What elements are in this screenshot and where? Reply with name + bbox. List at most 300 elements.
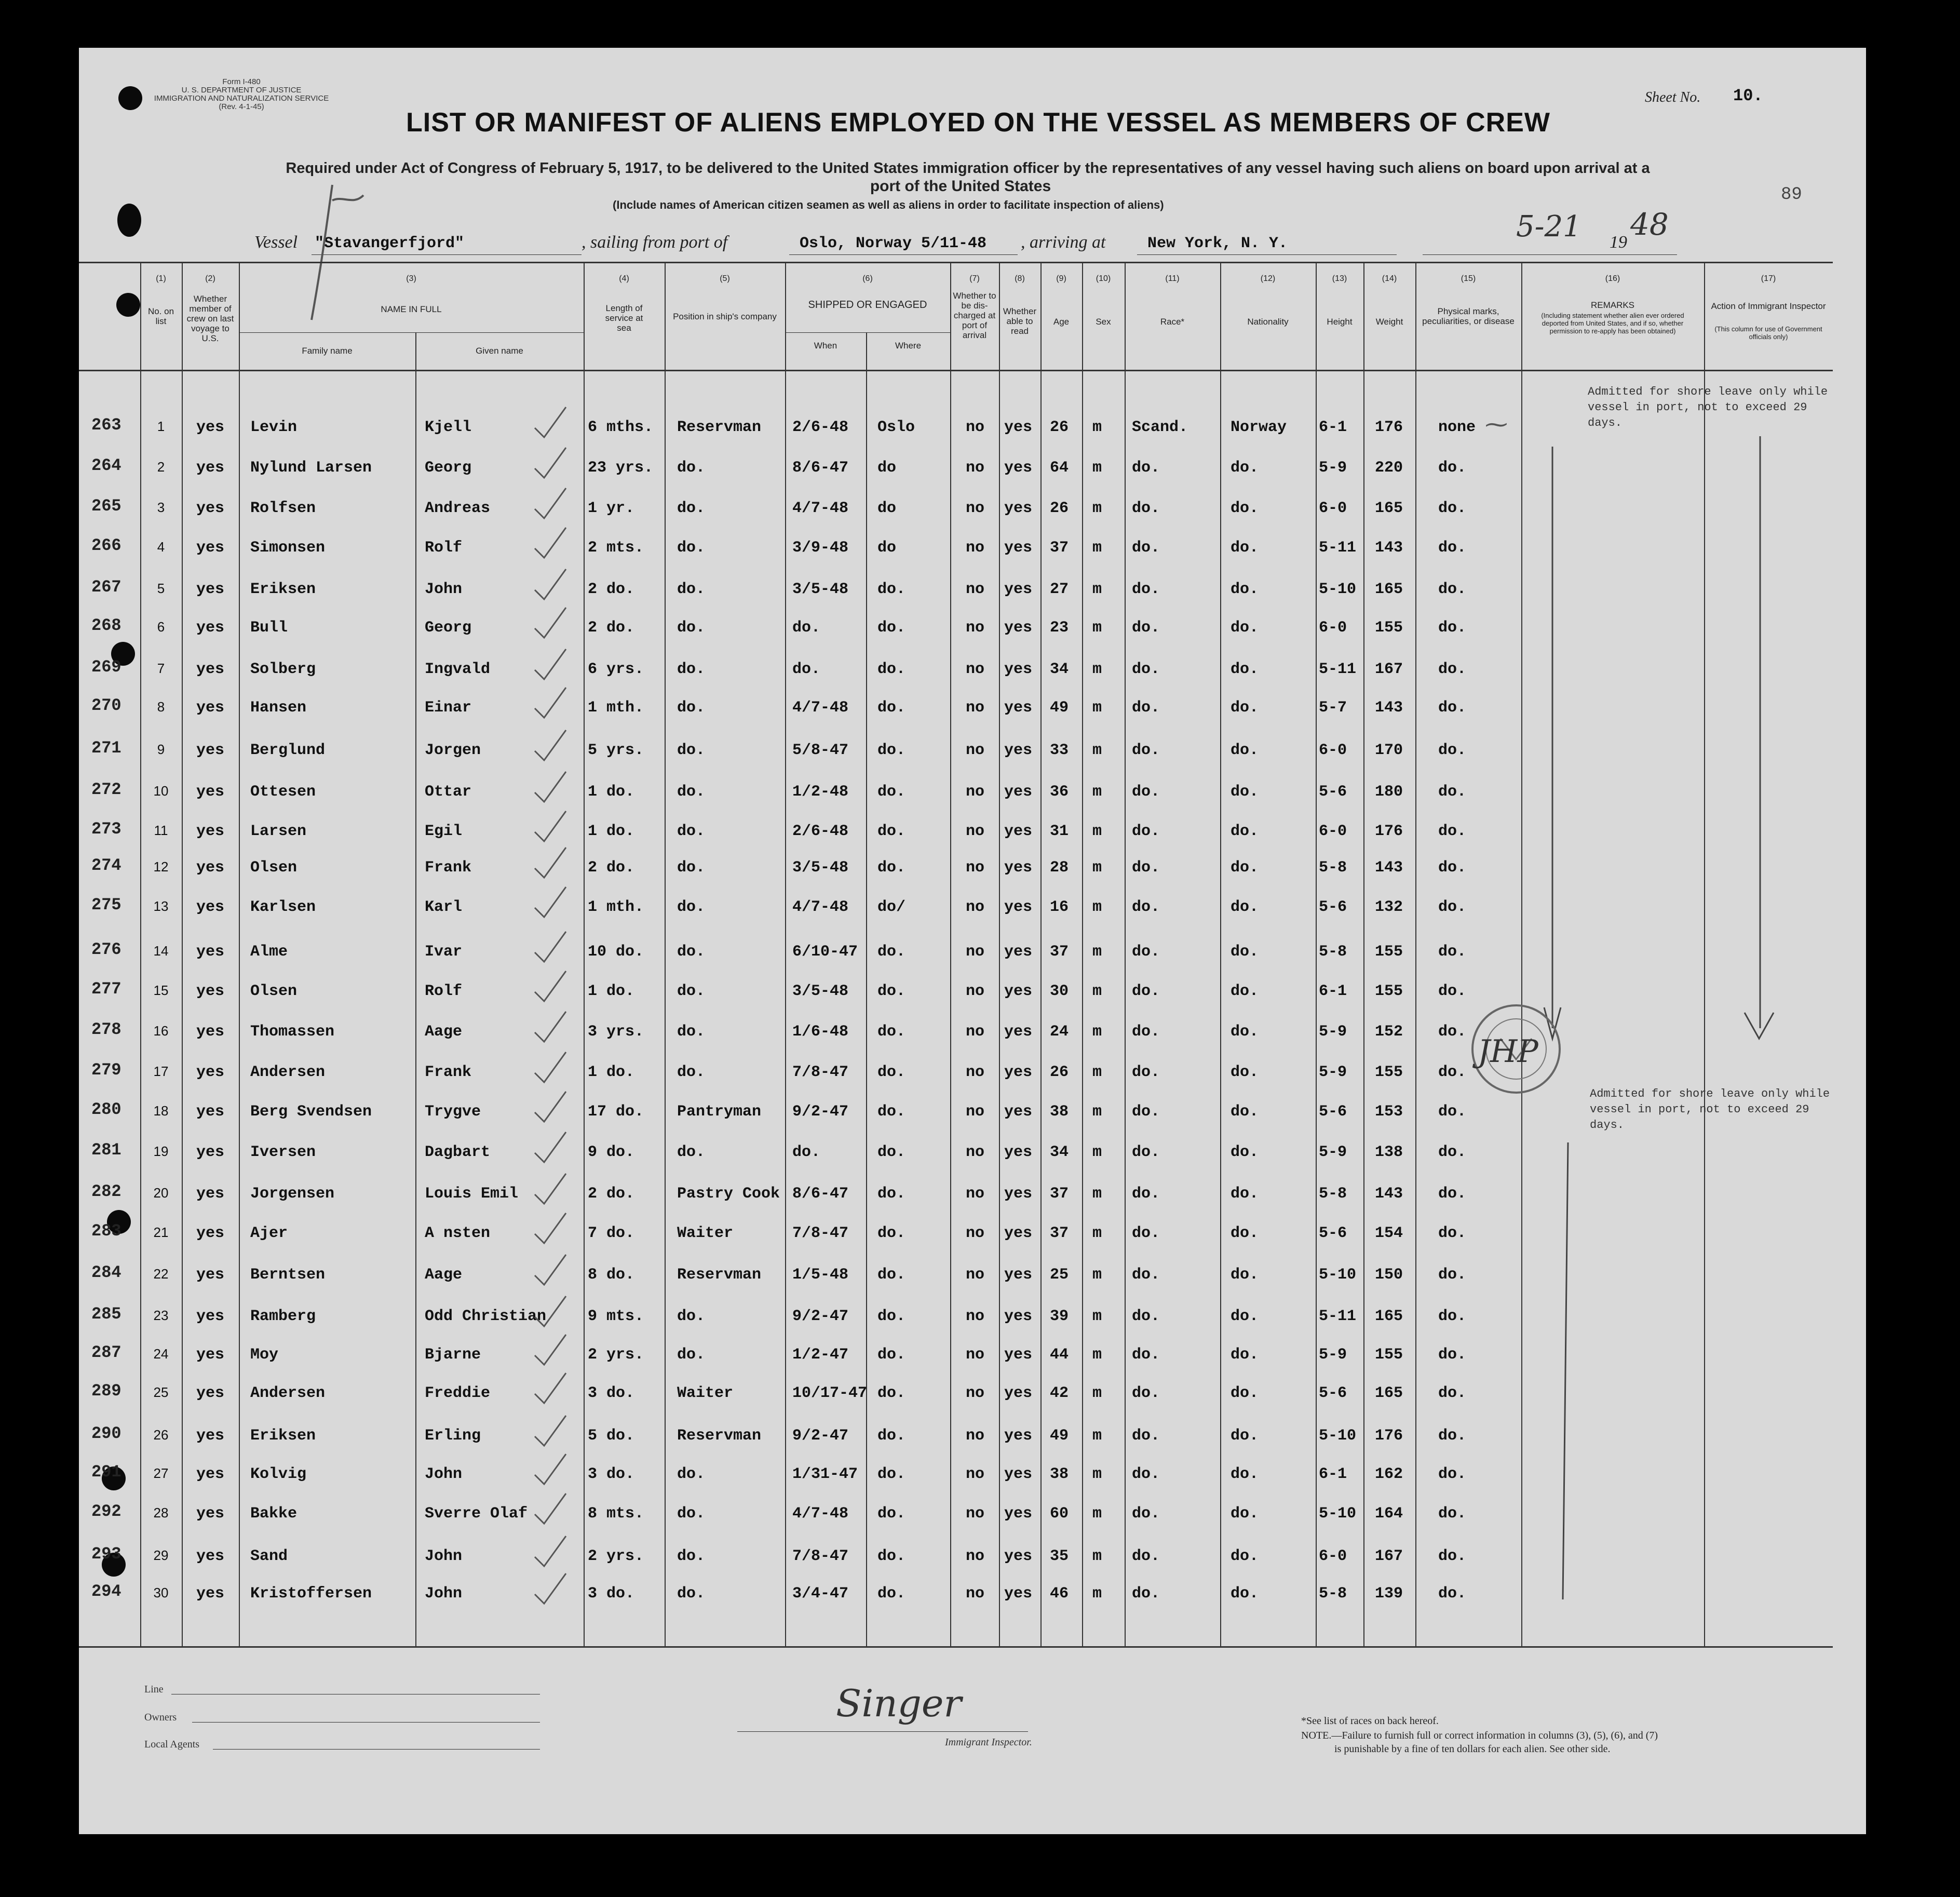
- row-given: John: [425, 1585, 463, 1603]
- col-nationality: Nationality: [1247, 317, 1289, 327]
- row-nat: do.: [1231, 539, 1259, 557]
- row-no: 26: [153, 1427, 169, 1443]
- row-position: do.: [677, 581, 706, 598]
- shore-leave-remark: Admitted for shore leave only while vessel in port, not to exceed 29 days.: [1588, 385, 1828, 429]
- row-nat: do.: [1231, 898, 1259, 916]
- row-crew: yes: [196, 1023, 224, 1041]
- check-mark: [535, 1454, 566, 1484]
- row-age: 31: [1050, 823, 1069, 840]
- row-position: do.: [677, 898, 706, 916]
- row-position: do.: [677, 943, 706, 961]
- row-weight: 167: [1375, 1548, 1403, 1565]
- row-when: 1/6-48: [792, 1023, 849, 1041]
- row-race: do.: [1132, 1103, 1160, 1121]
- row-where: do.: [877, 1266, 906, 1284]
- check-mark: [535, 1012, 566, 1042]
- row-race: do.: [1132, 1548, 1160, 1565]
- check-mark: [535, 608, 566, 638]
- row-marks: do.: [1438, 898, 1467, 916]
- row-family: Berg Svendsen: [250, 1103, 372, 1121]
- row-when: 2/6-48: [792, 419, 849, 436]
- row-no: 4: [157, 539, 165, 555]
- row-height: 5-9: [1319, 1064, 1347, 1081]
- col13-num: (13): [1332, 274, 1347, 283]
- row-age: 26: [1050, 1064, 1069, 1081]
- row-weight: 153: [1375, 1103, 1403, 1121]
- row-height: 6-0: [1319, 1548, 1347, 1565]
- check-mark: [535, 407, 566, 437]
- row-position: do.: [677, 539, 706, 557]
- row-sex: m: [1092, 419, 1102, 436]
- row-age: 26: [1050, 500, 1069, 517]
- col-age: Age: [1053, 317, 1070, 327]
- row-crew: yes: [196, 1266, 224, 1284]
- row-position: do.: [677, 699, 706, 717]
- row-height: 6-0: [1319, 619, 1347, 637]
- row-no: 21: [153, 1225, 169, 1240]
- row-age: 49: [1050, 699, 1069, 717]
- row-service: 7 do.: [588, 1225, 635, 1242]
- row-crew: yes: [196, 983, 224, 1000]
- col6-num: (6): [862, 274, 873, 283]
- row-given: Freddie: [425, 1384, 491, 1402]
- row-where: do.: [877, 783, 906, 801]
- row-family: Ajer: [250, 1225, 288, 1242]
- row-race: Scand.: [1132, 419, 1188, 436]
- check-mark: [535, 847, 566, 878]
- row-race: do.: [1132, 742, 1160, 759]
- row-height: 5-9: [1319, 1346, 1347, 1364]
- col-inspector-action: Action of Immigrant Inspector: [1711, 301, 1826, 311]
- row-sex: m: [1092, 898, 1102, 916]
- row-weight: 162: [1375, 1465, 1403, 1483]
- row-position: do.: [677, 859, 706, 877]
- row-line-number: 270: [91, 696, 121, 715]
- row-when: 4/7-48: [792, 699, 849, 717]
- row-no: 22: [153, 1266, 169, 1282]
- row-family: Ottesen: [250, 783, 316, 801]
- subtitle: Required under Act of Congress of February 5, 1917, to be delivered to the United States immigration officer by the representatives of any vessel having such aliens on board upon arrival at a: [286, 160, 1650, 177]
- note-penalty: NOTE.—Failure to furnish full or correct information in columns (3), (5), (6), and (7): [1301, 1730, 1658, 1741]
- row-crew: yes: [196, 500, 224, 517]
- col15-num: (15): [1461, 274, 1476, 283]
- row-where: do.: [877, 1346, 906, 1364]
- row-marks: do.: [1438, 1548, 1467, 1565]
- row-read: yes: [1004, 983, 1033, 1000]
- row-family: Eriksen: [250, 1427, 316, 1445]
- row-when: do.: [792, 619, 821, 637]
- row-disch: no: [965, 859, 984, 877]
- row-weight: 167: [1375, 661, 1403, 678]
- row-age: 37: [1050, 1225, 1069, 1242]
- row-race: do.: [1132, 823, 1160, 840]
- row-given: Andreas: [425, 500, 491, 517]
- row-disch: no: [965, 1023, 984, 1041]
- row-no: 8: [157, 699, 165, 715]
- row-age: 42: [1050, 1384, 1069, 1402]
- row-no: 6: [157, 619, 165, 635]
- row-weight: 154: [1375, 1225, 1403, 1242]
- col-position: Position in ship's company: [673, 312, 777, 321]
- row-disch: no: [965, 661, 984, 678]
- row-position: Reservman: [677, 1427, 762, 1445]
- row-weight: 155: [1375, 619, 1403, 637]
- row-where: do.: [877, 581, 906, 598]
- row-when: 9/2-47: [792, 1103, 849, 1121]
- row-race: do.: [1132, 943, 1160, 961]
- row-sex: m: [1092, 1308, 1102, 1325]
- row-nat: do.: [1231, 1103, 1259, 1121]
- row-service: 1 mth.: [588, 898, 644, 916]
- row-race: do.: [1132, 1266, 1160, 1284]
- row-crew: yes: [196, 1346, 224, 1364]
- row-no: 2: [157, 459, 165, 475]
- vessel-label: Vessel: [254, 233, 298, 252]
- row-nat: do.: [1231, 859, 1259, 877]
- row-weight: 155: [1375, 1064, 1403, 1081]
- row-height: 5-10: [1319, 1427, 1357, 1445]
- row-read: yes: [1004, 1465, 1033, 1483]
- row-sex: m: [1092, 1585, 1102, 1603]
- row-given: Frank: [425, 1064, 472, 1081]
- row-no: 3: [157, 500, 165, 515]
- row-nat: do.: [1231, 1266, 1259, 1284]
- punch-hole: [118, 86, 142, 110]
- row-no: 13: [153, 898, 169, 914]
- check-mark: [535, 1296, 566, 1326]
- row-race: do.: [1132, 1064, 1160, 1081]
- row-sex: m: [1092, 1225, 1102, 1242]
- row-family: Thomassen: [250, 1023, 335, 1041]
- row-sex: m: [1092, 619, 1102, 637]
- col-no-on-list: No. on list: [147, 306, 174, 326]
- row-nat: do.: [1231, 581, 1259, 598]
- row-read: yes: [1004, 1346, 1033, 1364]
- row-given: Rolf: [425, 539, 463, 557]
- row-nat: do.: [1231, 1225, 1259, 1242]
- row-weight: 150: [1375, 1266, 1403, 1284]
- col-height: Height: [1327, 317, 1353, 327]
- row-no: 7: [157, 661, 165, 676]
- row-crew: yes: [196, 1308, 224, 1325]
- row-line-number: 277: [91, 979, 121, 999]
- row-given: Ingvald: [425, 661, 491, 678]
- row-family: Larsen: [250, 823, 307, 840]
- row-crew: yes: [196, 661, 224, 678]
- row-given: Ottar: [425, 783, 472, 801]
- row-weight: 165: [1375, 500, 1403, 517]
- row-when: 7/8-47: [792, 1548, 849, 1565]
- arriving-port: New York, N. Y.: [1147, 235, 1288, 252]
- row-service: 6 mths.: [588, 419, 654, 436]
- row-disch: no: [965, 1064, 984, 1081]
- row-age: 27: [1050, 581, 1069, 598]
- row-where: do.: [877, 661, 906, 678]
- row-height: 6-0: [1319, 500, 1347, 517]
- row-disch: no: [965, 619, 984, 637]
- col16-num: (16): [1605, 274, 1620, 283]
- row-service: 3 do.: [588, 1465, 635, 1483]
- row-age: 60: [1050, 1505, 1069, 1523]
- row-nat: do.: [1231, 1185, 1259, 1203]
- row-line-number: 264: [91, 456, 121, 475]
- row-age: 44: [1050, 1346, 1069, 1364]
- check-mark: [535, 1213, 566, 1243]
- row-height: 5-9: [1319, 459, 1347, 477]
- row-read: yes: [1004, 1064, 1033, 1081]
- row-position: do.: [677, 1064, 706, 1081]
- row-height: 5-10: [1319, 1266, 1357, 1284]
- row-race: do.: [1132, 619, 1160, 637]
- row-marks: do.: [1438, 1143, 1467, 1161]
- row-where: do.: [877, 619, 906, 637]
- row-crew: yes: [196, 1143, 224, 1161]
- row-family: Olsen: [250, 983, 298, 1000]
- row-line-number: 293: [91, 1544, 121, 1564]
- row-line-number: 292: [91, 1502, 121, 1521]
- row-weight: 132: [1375, 898, 1403, 916]
- row-height: 5-10: [1319, 581, 1357, 598]
- row-line-number: 265: [91, 496, 121, 516]
- row-disch: no: [965, 823, 984, 840]
- row-read: yes: [1004, 1384, 1033, 1402]
- row-when: 8/6-47: [792, 459, 849, 477]
- row-position: Pastry Cook: [677, 1185, 780, 1203]
- row-family: Sand: [250, 1548, 288, 1565]
- row-when: 10/17-47: [792, 1384, 868, 1402]
- row-height: 5-6: [1319, 1225, 1347, 1242]
- row-marks: do.: [1438, 1427, 1467, 1445]
- row-when: 4/7-48: [792, 500, 849, 517]
- row-service: 2 yrs.: [588, 1548, 644, 1565]
- row-disch: no: [965, 783, 984, 801]
- row-race: do.: [1132, 1505, 1160, 1523]
- row-race: do.: [1132, 1185, 1160, 1203]
- table-top-rule: [79, 262, 1833, 263]
- row-race: do.: [1132, 699, 1160, 717]
- row-disch: no: [965, 500, 984, 517]
- row-weight: 176: [1375, 1427, 1403, 1445]
- row-line-number: 276: [91, 940, 121, 959]
- row-no: 1: [157, 419, 165, 434]
- check-mark: [535, 448, 566, 478]
- sheet-no: 10.: [1733, 86, 1763, 105]
- col-physical-marks: Physical marks, peculiarities, or disease: [1422, 306, 1515, 326]
- col3-num: (3): [406, 274, 416, 283]
- punch-hole: [116, 293, 140, 317]
- row-no: 12: [153, 859, 169, 874]
- row-race: do.: [1132, 500, 1160, 517]
- footer-agents-label: Local Agents: [144, 1739, 200, 1750]
- row-read: yes: [1004, 699, 1033, 717]
- row-when: 8/6-47: [792, 1185, 849, 1203]
- row-crew: yes: [196, 783, 224, 801]
- row-no: 25: [153, 1384, 169, 1400]
- row-position: do.: [677, 823, 706, 840]
- row-sex: m: [1092, 783, 1102, 801]
- row-family: Moy: [250, 1346, 279, 1364]
- row-service: 5 do.: [588, 1427, 635, 1445]
- row-crew: yes: [196, 1103, 224, 1121]
- row-disch: no: [965, 943, 984, 961]
- check-mark: [535, 688, 566, 718]
- row-when: 3/4-47: [792, 1585, 849, 1603]
- row-weight: 139: [1375, 1585, 1403, 1603]
- inspector-signature: Singer: [836, 1681, 962, 1725]
- row-where: do.: [877, 1064, 906, 1081]
- row-given: Odd Christian: [425, 1308, 547, 1325]
- check-mark: [535, 1052, 566, 1082]
- row-disch: no: [965, 699, 984, 717]
- row-height: 5-8: [1319, 1585, 1347, 1603]
- row-marks: do.: [1438, 983, 1467, 1000]
- col11-num: (11): [1165, 274, 1180, 283]
- row-read: yes: [1004, 1427, 1033, 1445]
- row-sex: m: [1092, 699, 1102, 717]
- col5-num: (5): [720, 274, 730, 283]
- row-where: do.: [877, 1143, 906, 1161]
- row-given: Louis Emil: [425, 1185, 519, 1203]
- row-line-number: 266: [91, 536, 121, 555]
- row-family: Hansen: [250, 699, 307, 717]
- row-crew: yes: [196, 823, 224, 840]
- row-read: yes: [1004, 1185, 1033, 1203]
- row-line-number: 279: [91, 1060, 121, 1080]
- col10-num: (10): [1096, 274, 1111, 283]
- row-line-number: 281: [91, 1140, 121, 1160]
- row-line-number: 284: [91, 1263, 121, 1282]
- row-crew: yes: [196, 859, 224, 877]
- row-line-number: 287: [91, 1343, 121, 1362]
- row-position: Waiter: [677, 1384, 734, 1402]
- row-given: Karl: [425, 898, 463, 916]
- row-no: 5: [157, 581, 165, 596]
- arrival-date: 5-21: [1516, 210, 1581, 244]
- row-nat: do.: [1231, 742, 1259, 759]
- row-marks: do.: [1438, 459, 1467, 477]
- row-given: Trygve: [425, 1103, 481, 1121]
- col17-num: (17): [1761, 274, 1776, 283]
- row-when: 1/2-47: [792, 1346, 849, 1364]
- sailing-port: Oslo, Norway 5/11-48: [800, 235, 987, 252]
- row-height: 5-6: [1319, 1103, 1347, 1121]
- row-race: do.: [1132, 1143, 1160, 1161]
- row-crew: yes: [196, 699, 224, 717]
- row-age: 64: [1050, 459, 1069, 477]
- row-height: 5-9: [1319, 1023, 1347, 1041]
- row-race: do.: [1132, 1465, 1160, 1483]
- col-when: When: [814, 341, 837, 351]
- row-given: Kjell: [425, 419, 472, 436]
- row-race: do.: [1132, 1023, 1160, 1041]
- row-read: yes: [1004, 823, 1033, 840]
- row-position: do.: [677, 1023, 706, 1041]
- inspector-label: Immigrant Inspector.: [945, 1737, 1032, 1748]
- row-no: 9: [157, 742, 165, 757]
- row-marks: do.: [1438, 742, 1467, 759]
- row-weight: 164: [1375, 1505, 1403, 1523]
- row-sex: m: [1092, 1103, 1102, 1121]
- check-marks-icon: [530, 384, 592, 1620]
- col-sex: Sex: [1096, 317, 1111, 327]
- row-position: do.: [677, 1308, 706, 1325]
- row-sex: m: [1092, 1064, 1102, 1081]
- row-disch: no: [965, 1266, 984, 1284]
- row-when: 1/5-48: [792, 1266, 849, 1284]
- row-sex: m: [1092, 661, 1102, 678]
- row-height: 5-11: [1319, 1308, 1357, 1325]
- row-where: do: [877, 539, 897, 557]
- row-sex: m: [1092, 1023, 1102, 1041]
- col-family-name: Family name: [302, 346, 353, 356]
- row-height: 5-6: [1319, 1384, 1347, 1402]
- row-service: 2 do.: [588, 619, 635, 637]
- row-weight: 143: [1375, 539, 1403, 557]
- row-where: do.: [877, 699, 906, 717]
- col14-num: (14): [1382, 274, 1397, 283]
- row-age: 37: [1050, 539, 1069, 557]
- row-weight: 155: [1375, 943, 1403, 961]
- row-sex: m: [1092, 983, 1102, 1000]
- row-when: 9/2-47: [792, 1308, 849, 1325]
- row-sex: m: [1092, 581, 1102, 598]
- row-weight: 155: [1375, 983, 1403, 1000]
- row-marks: do.: [1438, 619, 1467, 637]
- row-line-number: 294: [91, 1582, 121, 1601]
- row-nat: do.: [1231, 783, 1259, 801]
- row-line-number: 263: [91, 415, 121, 435]
- row-given: Georg: [425, 459, 472, 477]
- row-marks: do.: [1438, 943, 1467, 961]
- row-height: 5-6: [1319, 783, 1347, 801]
- row-where: do.: [877, 1308, 906, 1325]
- row-given: Rolf: [425, 983, 463, 1000]
- row-no: 19: [153, 1143, 169, 1159]
- row-line-number: 280: [91, 1100, 121, 1119]
- row-crew: yes: [196, 1064, 224, 1081]
- row-marks: do.: [1438, 1384, 1467, 1402]
- row-line-number: 278: [91, 1020, 121, 1039]
- row-marks: do.: [1438, 1308, 1467, 1325]
- row-given: Dagbart: [425, 1143, 491, 1161]
- row-marks: do.: [1438, 699, 1467, 717]
- page-ref: 89: [1781, 185, 1802, 205]
- check-mark: [535, 1536, 566, 1566]
- row-sex: m: [1092, 459, 1102, 477]
- row-nat: Norway: [1231, 419, 1287, 436]
- col9-num: (9): [1056, 274, 1066, 283]
- row-position: do.: [677, 1143, 706, 1161]
- row-race: do.: [1132, 539, 1160, 557]
- row-age: 34: [1050, 1143, 1069, 1161]
- row-given: Bjarne: [425, 1346, 481, 1364]
- row-crew: yes: [196, 1225, 224, 1242]
- row-family: Bull: [250, 619, 288, 637]
- row-crew: yes: [196, 1185, 224, 1203]
- row-nat: do.: [1231, 1023, 1259, 1041]
- row-service: 1 do.: [588, 1064, 635, 1081]
- row-read: yes: [1004, 1585, 1033, 1603]
- row-family: Kristoffersen: [250, 1585, 372, 1603]
- row-disch: no: [965, 1548, 984, 1565]
- row-service: 2 do.: [588, 1185, 635, 1203]
- row-age: 33: [1050, 742, 1069, 759]
- row-height: 5-7: [1319, 699, 1347, 717]
- row-when: do.: [792, 661, 821, 678]
- col-discharged: Whether to be dis-charged at port of arrival: [953, 291, 996, 340]
- row-where: do.: [877, 1548, 906, 1565]
- row-where: do.: [877, 943, 906, 961]
